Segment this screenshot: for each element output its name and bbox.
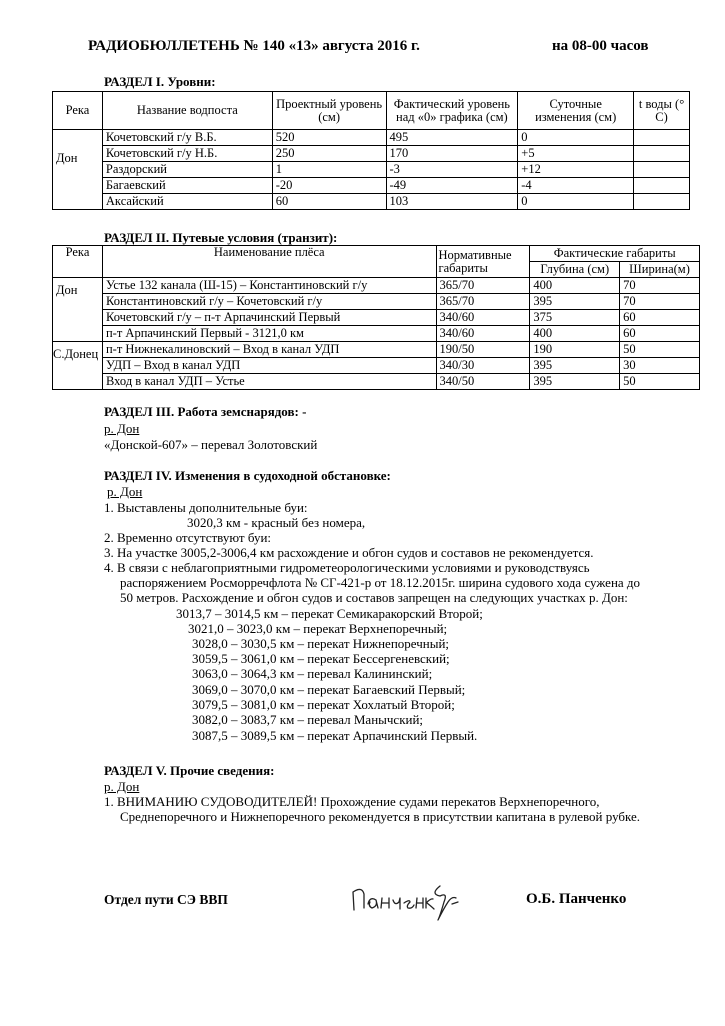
segment-cell: Устье 132 канала (Ш-15) – Константиновский г/у xyxy=(102,278,436,294)
actual-cell: 495 xyxy=(386,130,518,146)
segment-item: 3028,0 – 3030,5 км – перекат Нижнепоречный; xyxy=(192,636,450,651)
segment-item: 3079,5 – 3081,0 км – перекат Хохлатый Второй; xyxy=(192,697,455,712)
actual-cell: 170 xyxy=(386,146,518,162)
width-cell: 50 xyxy=(620,342,700,358)
depth-cell: 395 xyxy=(530,358,620,374)
segment-item: 3087,5 – 3089,5 км – перекат Арпачинский Первый. xyxy=(192,728,478,743)
col-width: Ширина(м) xyxy=(620,262,700,278)
temp-cell xyxy=(634,146,690,162)
col-change: Суточные изменения (см) xyxy=(518,92,634,130)
section4-item4-line3: 50 метров. Расхождение и обгон судов и составов запрещен на следующих участках р. Дон: xyxy=(120,590,628,605)
segment-item: 3021,0 – 3023,0 км – перекат Верхнепоречный; xyxy=(188,621,448,636)
temp-cell xyxy=(634,194,690,210)
post-cell: Аксайский xyxy=(102,194,272,210)
norm-cell: 340/60 xyxy=(436,326,530,342)
bulletin-title: РАДИОБЮЛЛЕТЕНЬ № 140 «13» августа 2016 г. xyxy=(88,38,420,54)
change-cell: +5 xyxy=(518,146,634,162)
section5-line1: 1. ВНИМАНИЮ СУДОВОДИТЕЛЕЙ! Прохождение судами перекатов Верхнепоречного, xyxy=(104,794,600,809)
table-row xyxy=(53,194,690,210)
change-cell: 0 xyxy=(518,130,634,146)
segment-item: 3069,0 – 3070,0 км – перекат Багаевский Первый; xyxy=(192,682,466,697)
norm-cell: 190/50 xyxy=(436,342,530,358)
project-cell: 250 xyxy=(272,146,386,162)
segment-item: 3059,5 – 3061,0 км – перекат Бессергеневский; xyxy=(192,651,450,666)
table-row xyxy=(53,342,700,358)
post-cell: Багаевский xyxy=(102,178,272,194)
river-cell: С.Донец xyxy=(53,342,103,390)
section4-item1: 1. Выставлены дополнительные буи: xyxy=(104,500,308,515)
table-row xyxy=(53,278,700,294)
project-cell: 60 xyxy=(272,194,386,210)
col-river: Река xyxy=(53,246,103,278)
depth-cell: 375 xyxy=(530,310,620,326)
width-cell: 30 xyxy=(620,358,700,374)
depth-cell: 395 xyxy=(530,374,620,390)
change-cell: -4 xyxy=(518,178,634,194)
width-cell: 60 xyxy=(620,326,700,342)
section4-river: р. Дон xyxy=(107,484,143,499)
col-river: Река xyxy=(53,92,103,130)
segment-item: 3082,0 – 3083,7 км – перевал Манычский; xyxy=(192,712,424,727)
norm-cell: 365/70 xyxy=(436,278,530,294)
segment-item: 3013,7 – 3014,5 км – перекат Семикаракорский Второй; xyxy=(176,606,483,621)
col-actual: Фактический уровень над «0» графика (см) xyxy=(386,92,518,130)
project-cell: 1 xyxy=(272,162,386,178)
route-table xyxy=(52,245,700,390)
signer-name: О.Б. Панченко xyxy=(526,891,627,907)
department-label: Отдел пути СЭ ВВП xyxy=(104,892,228,907)
width-cell: 50 xyxy=(620,374,700,390)
table-row xyxy=(53,358,700,374)
levels-table xyxy=(52,91,690,210)
table-row xyxy=(53,130,690,146)
section4-item4-line1: 4. В связи с неблагоприятными гидрометеорологическими условиями и руководствуясь xyxy=(104,560,590,575)
actual-cell: -3 xyxy=(386,162,518,178)
post-cell: Кочетовский г/у В.Б. xyxy=(102,130,272,146)
table-row xyxy=(53,178,690,194)
table-row xyxy=(53,146,690,162)
handwritten-signature xyxy=(348,872,468,924)
section4-item1a: 3020,3 км - красный без номера, xyxy=(187,515,366,530)
width-cell: 70 xyxy=(620,278,700,294)
section3-title: РАЗДЕЛ III. Работа земснарядов: - xyxy=(104,404,307,419)
depth-cell: 190 xyxy=(530,342,620,358)
col-temp: t воды (° С) xyxy=(634,92,690,130)
segment-cell: п-т Нижнекалиновский – Вход в канал УДП xyxy=(102,342,436,358)
col-norm: Нормативные габариты xyxy=(436,246,530,278)
table-row xyxy=(53,326,700,342)
segment-cell: Кочетовский г/у – п-т Арпачинский Первый xyxy=(102,310,436,326)
norm-cell: 365/70 xyxy=(436,294,530,310)
actual-cell: 103 xyxy=(386,194,518,210)
depth-cell: 400 xyxy=(530,326,620,342)
temp-cell xyxy=(634,130,690,146)
table-row xyxy=(53,294,700,310)
col-fact: Фактические габариты xyxy=(530,246,700,262)
segment-cell: Константиновский г/у – Кочетовский г/у xyxy=(102,294,436,310)
river-cell: Дон xyxy=(53,130,103,210)
segment-cell: Вход в канал УДП – Устье xyxy=(102,374,436,390)
river-cell: Дон xyxy=(53,278,103,342)
segment-cell: УДП – Вход в канал УДП xyxy=(102,358,436,374)
section5-river: р. Дон xyxy=(104,779,140,794)
section5-line2: Среднепоречного и Нижнепоречного рекомендуется в присутствии капитана в рулевой рубке. xyxy=(120,809,641,824)
norm-cell: 340/60 xyxy=(436,310,530,326)
project-cell: 520 xyxy=(272,130,386,146)
post-cell: Кочетовский г/у Н.Б. xyxy=(102,146,272,162)
col-post: Название водпоста xyxy=(102,92,272,130)
col-depth: Глубина (см) xyxy=(530,262,620,278)
segment-cell: п-т Арпачинский Первый - 3121,0 км xyxy=(102,326,436,342)
actual-cell: -49 xyxy=(386,178,518,194)
project-cell: -20 xyxy=(272,178,386,194)
table-row xyxy=(53,374,700,390)
section4-item2: 2. Временно отсутствуют буи: xyxy=(104,530,272,545)
width-cell: 60 xyxy=(620,310,700,326)
post-cell: Раздорский xyxy=(102,162,272,178)
section5-title: РАЗДЕЛ V. Прочие сведения: xyxy=(104,763,275,778)
section1-title: РАЗДЕЛ I. Уровни: xyxy=(104,74,216,89)
section3-text: «Донской-607» – перевал Золотовский xyxy=(104,437,318,452)
width-cell: 70 xyxy=(620,294,700,310)
section4-item4-line2: распоряжением Росморречфлота № СГ-421-р от 18.12.2015г. ширина судового хода сужена до xyxy=(120,575,641,590)
depth-cell: 395 xyxy=(530,294,620,310)
bulletin-time: на 08-00 часов xyxy=(552,38,649,54)
section2-title: РАЗДЕЛ II. Путевые условия (транзит): xyxy=(104,230,338,245)
segment-item: 3063,0 – 3064,3 км – перевал Калининский; xyxy=(192,666,433,681)
table-row xyxy=(53,162,690,178)
norm-cell: 340/30 xyxy=(436,358,530,374)
temp-cell xyxy=(634,162,690,178)
col-name: Наименование плёса xyxy=(102,246,436,278)
depth-cell: 400 xyxy=(530,278,620,294)
change-cell: 0 xyxy=(518,194,634,210)
change-cell: +12 xyxy=(518,162,634,178)
col-project: Проектный уровень (см) xyxy=(272,92,386,130)
temp-cell xyxy=(634,178,690,194)
norm-cell: 340/50 xyxy=(436,374,530,390)
section4-title: РАЗДЕЛ IV. Изменения в судоходной обстановке: xyxy=(104,468,391,483)
table-row xyxy=(53,310,700,326)
section3-river: р. Дон xyxy=(104,421,140,436)
section4-item3: 3. На участке 3005,2-3006,4 км расхождение и обгон судов и составов не рекомендуется. xyxy=(104,545,594,560)
